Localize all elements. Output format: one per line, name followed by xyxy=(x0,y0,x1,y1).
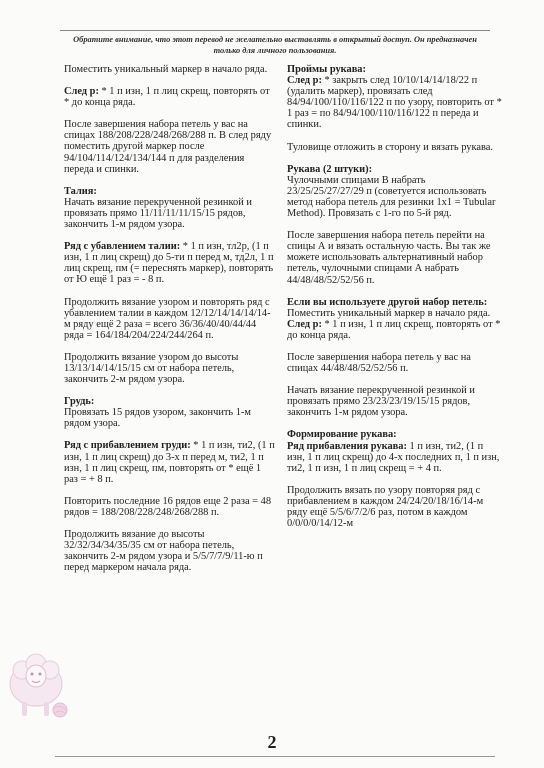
paragraph-text: Поместить уникальный маркер в начало ряда. xyxy=(287,307,491,319)
row-label: След р: xyxy=(287,75,322,87)
section-heading: Талия: xyxy=(64,185,97,197)
paragraph-text: Начать вязание перекрученной резинкой и провязать прямо 11/11/11/11/15/15 рядов, закончить 1-м рядом узора. xyxy=(64,196,252,231)
paragraph-text: Начать вязание перекрученной резинкой и провязать прямо 23/23/23/19/15/15 рядов, закончить 1-м рядом узора. xyxy=(287,385,475,419)
paragraph xyxy=(64,440,276,484)
paragraph xyxy=(64,352,276,385)
paragraph xyxy=(287,485,503,529)
page-number: 2 xyxy=(267,732,277,752)
privacy-notice: Обратите внимание, что этот перевод не желательно выставлять в открытый доступ. Он предназначен только для личного пользования. xyxy=(60,30,490,56)
section-heading: Грудь: xyxy=(64,396,95,408)
paragraph xyxy=(64,64,276,75)
paragraph xyxy=(64,86,276,108)
paragraph xyxy=(64,496,276,518)
row-instruction: * 1 п изн, тл2р, (1 п изн, 1 п лиц скрещ) до 5-ти п перед м, тд2л, 1 п лиц скрещ, пм (= переснять маркер), повторять от Ю ещё 1 раз = - 8 п. xyxy=(64,241,274,286)
sheep-watermark-logo xyxy=(0,632,72,724)
paragraph xyxy=(287,164,503,219)
left-column xyxy=(64,64,276,584)
paragraph-text: После завершения набора петель перейти на спицы А и вязать остальную часть. Вы так же можете использовать альтернативный набор петель, чулочными спицами А набрать 44/48/48/52/52/56 п. xyxy=(287,230,491,286)
paragraph-text: Провязать 15 рядов узором, закончить 1-м рядом узора. xyxy=(64,407,251,430)
paragraph-text: Продолжить вязание узором и повторять ряд с убавлением талии в каждом 12/12/14/14/14/14-м ряду ещё 2 раза = всего 36/36/40/40/44/44 ряда = 164/184/204/224/244/264 п. xyxy=(64,296,271,341)
section-heading: Проймы рукава: xyxy=(287,64,366,75)
paragraph xyxy=(64,396,276,429)
paragraph-text: Продолжить вязание узором до высоты 13/13/14/14/15/15 см от набора петель, закончить 2-м рядом узора. xyxy=(64,351,239,386)
paragraph xyxy=(64,186,276,230)
row-label: След р: xyxy=(64,86,99,98)
paragraph xyxy=(287,385,503,418)
row-instruction: * закрыть след 10/10/14/14/18/22 п (удалить маркер), провязать след 84/94/100/110/116/122 п по узору, повторить от * 1 раз = по 84/94/100/110/116/122 п переда и спинки. xyxy=(287,75,502,131)
paragraph xyxy=(64,297,276,341)
row-label: Ряд с прибавлением груди: xyxy=(64,440,191,452)
paragraph-text: После завершения набора петель у вас на спицах 44/48/48/52/52/56 п. xyxy=(287,351,471,375)
paragraph-text: После завершения набора петель у вас на спицах 188/208/228/248/268/288 п. В след ряду поместить другой маркер после 94/104/114/124/134/144 п для разделения переда и спинки. xyxy=(64,119,272,175)
row-label: След р: xyxy=(287,318,322,330)
paragraph-text: Чулочными спицами В набрать 23/25/25/27/27/29 п (советуется использовать метод набора петель для резинки 1x1 = Tubular Method). Провязать с 1-го по 5-й ряд. xyxy=(287,174,496,220)
paragraph xyxy=(287,429,503,473)
paragraph-text: Туловище отложить в сторону и вязать рукава. xyxy=(287,141,493,153)
right-column xyxy=(287,64,503,540)
row-label: Ряд прибавления рукава: xyxy=(287,440,407,452)
section-heading: Формирование рукава: xyxy=(287,429,397,441)
row-instruction: * 1 п изн, ти2, (1 п изн, 1 п лиц скрещ) до 3-х п перед м, ти2, 1 п изн, 1 п лиц скрещ, пм, повторять от * ещё 1 раз = + 8 п. xyxy=(64,440,275,485)
paragraph xyxy=(64,529,276,573)
paragraph xyxy=(287,142,503,153)
paragraph xyxy=(287,297,503,341)
paragraph-text: Продолжить вязать по узору повторяя ряд с прибавлением в каждом 24/24/20/18/16/14-м ряду ещё 5/5/6/7/2/6 раз, потом в каждом 0/0/0/0/14/12-м xyxy=(287,484,484,530)
paragraph xyxy=(287,230,503,285)
paragraph xyxy=(64,241,276,285)
paragraph-text: Поместить уникальный маркер в начало ряда. xyxy=(64,64,268,75)
row-instruction: 1 п изн, ти2, (1 п изн, 1 п лиц скрещ) до 4-х последних п, 1 п изн, ти2, 1 п изн, 1 п лиц скрещ = + 4 п. xyxy=(287,440,500,474)
paragraph xyxy=(287,64,503,131)
row-instruction: * 1 п изн, 1 п лиц скрещ, повторять от * до конца ряда. xyxy=(287,318,501,341)
section-heading: Если вы используете другой набор петель: xyxy=(287,296,488,308)
section-heading: Рукава (2 штуки): xyxy=(287,163,373,175)
row-instruction: * 1 п изн, 1 п лиц скрещ, повторять от * до конца ряда. xyxy=(64,86,270,109)
paragraph xyxy=(64,119,276,174)
paragraph xyxy=(287,352,503,374)
row-label: Ряд с убавлением талии: xyxy=(64,241,181,253)
footer-rule xyxy=(55,756,495,757)
paragraph-text: Повторить последние 16 рядов еще 2 раза = 48 рядов = 188/208/228/248/268/288 п. xyxy=(64,495,272,518)
paragraph-text: Продолжить вязание до высоты 32/32/34/34/35/35 см от набора петель, закончить 2-м рядом узора и 5/5/7/7/9/11-ю п перед маркером начала ряда. xyxy=(64,529,263,574)
